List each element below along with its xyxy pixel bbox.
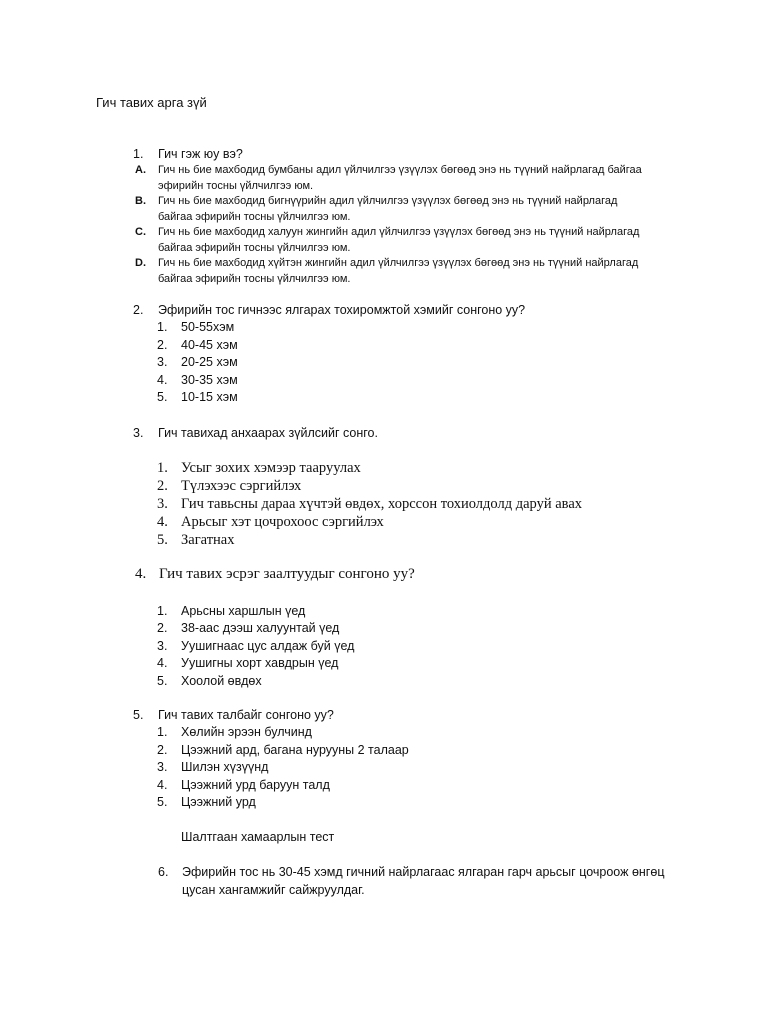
- option-number: 1.: [157, 725, 168, 739]
- option-text: [158, 256, 688, 287]
- option-text: 10-15 хэм: [181, 390, 238, 404]
- option-number: 2.: [157, 338, 168, 352]
- question-number: 2.: [133, 303, 144, 317]
- option-text: Шилэн хүзүүнд: [181, 760, 269, 774]
- option-text: Арьсыг хэт цочрохоос сэргийлэх: [181, 514, 384, 530]
- option-text: 50-55хэм: [181, 320, 235, 334]
- option-text: Цээжний урд баруун талд: [181, 778, 330, 792]
- option-number: 2.: [157, 621, 168, 635]
- option-line: байгаа эфирийн тосны үйлчилгээ юм.: [158, 210, 351, 223]
- option-text: Хөлийн эрээн булчинд: [181, 725, 312, 739]
- option-line: Гич нь бие махбодид хүйтэн жингийн адил үйлчилгээ үзүүлэх бөгөөд энэ нь түүний найрлагад: [158, 257, 639, 269]
- question-text: Гич тавихад анхаарах зүйлсийг сонго.: [158, 426, 378, 440]
- option-number: 4.: [157, 514, 168, 530]
- question-number: 4.: [135, 566, 147, 582]
- option-number: 3.: [157, 639, 168, 653]
- option-line: эфирийн тосны үйлчилгээ юм.: [158, 179, 314, 192]
- option-text: Арьсны харшлын үед: [181, 604, 306, 618]
- question-text: Эфирийн тос нь 30-45 хэмд гичний найрлагаас ялгаран гарч арьсыг цочроож өнгөц: [182, 865, 665, 879]
- option-text: 20-25 хэм: [181, 355, 238, 369]
- option-number: 3.: [157, 355, 168, 369]
- question-number: 1.: [133, 147, 144, 161]
- option-text: Гич тавьсны дараа хүчтэй өвдөх, хорссон тохиолдолд даруй авах: [181, 496, 583, 512]
- question-text: Эфирийн тос гичнээс ялгарах тохиромжтой хэмийг сонгоно уу?: [158, 303, 526, 317]
- option-number: 5.: [157, 674, 168, 688]
- option-line: байгаа эфирийн тосны үйлчилгээ юм.: [158, 241, 351, 254]
- option-number: 5.: [157, 532, 168, 548]
- option-text: Цээжний ард, багана нурууны 2 талаар: [181, 743, 409, 757]
- option-line: Гич нь бие махбодид халуун жингийн адил үйлчилгээ үзүүлэх бөгөөд энэ нь түүний найрлагад: [158, 226, 640, 238]
- option-number: 1.: [157, 320, 168, 334]
- option-line: Гич нь бие махбодид бумбаны адил үйлчилгээ үзүүлэх бөгөөд энэ нь түүний найрлагад байгаа: [158, 164, 642, 176]
- option-text: Усыг зохих хэмээр тааруулах: [181, 460, 361, 476]
- question-text: Гич тавих эсрэг заалтуудыг сонгоно уу?: [159, 566, 415, 582]
- section-heading: Шалтгаан хамаарлын тест: [181, 830, 335, 844]
- option-number: 2.: [157, 478, 168, 494]
- option-number: 3.: [157, 496, 168, 512]
- question-6-continuation: цусан хангамжийг сайжруулдаг.: [182, 883, 365, 897]
- option-number: 5.: [157, 390, 168, 404]
- question-text: Гич тавих талбайг сонгоно уу?: [158, 708, 334, 722]
- option-number: 2.: [157, 743, 168, 757]
- option-line: Гич нь бие махбодид бигнүүрийн адил үйлчилгээ үзүүлэх бөгөөд энэ нь түүний найрлагад: [158, 195, 618, 207]
- option-number: 1.: [157, 604, 168, 618]
- option-text: [158, 225, 688, 256]
- option-text: Загатнах: [181, 532, 235, 548]
- option-number: 3.: [157, 760, 168, 774]
- document-title: Гич тавих арга зүй: [96, 95, 207, 110]
- option-text: 40-45 хэм: [181, 338, 238, 352]
- option-text: [158, 163, 688, 194]
- question-number: 5.: [133, 708, 144, 722]
- question-text: Гич гэж юу вэ?: [158, 147, 243, 161]
- question-number: 6.: [158, 865, 169, 879]
- option-text: Түлэхээс сэргийлэх: [181, 478, 302, 494]
- option-number: 4.: [157, 373, 168, 387]
- option-letter: B.: [135, 195, 146, 207]
- option-text: Уушигнаас цус алдаж буй үед: [181, 639, 355, 653]
- question-number: 3.: [133, 426, 144, 440]
- option-text: Цээжний урд: [181, 795, 256, 809]
- option-letter: C.: [135, 226, 146, 238]
- option-number: 4.: [157, 778, 168, 792]
- option-text: Хоолой өвдөх: [181, 674, 262, 688]
- option-letter: A.: [135, 164, 146, 176]
- option-text: 30-35 хэм: [181, 373, 238, 387]
- option-text: Уушигны хорт хавдрын үед: [181, 656, 339, 670]
- option-number: 4.: [157, 656, 168, 670]
- option-number: 1.: [157, 460, 168, 476]
- option-text: 38-аас дээш халуунтай үед: [181, 621, 340, 635]
- option-letter: D.: [135, 257, 146, 269]
- option-line: байгаа эфирийн тосны үйлчилгээ юм.: [158, 272, 351, 285]
- option-number: 5.: [157, 795, 168, 809]
- option-text: [158, 194, 688, 225]
